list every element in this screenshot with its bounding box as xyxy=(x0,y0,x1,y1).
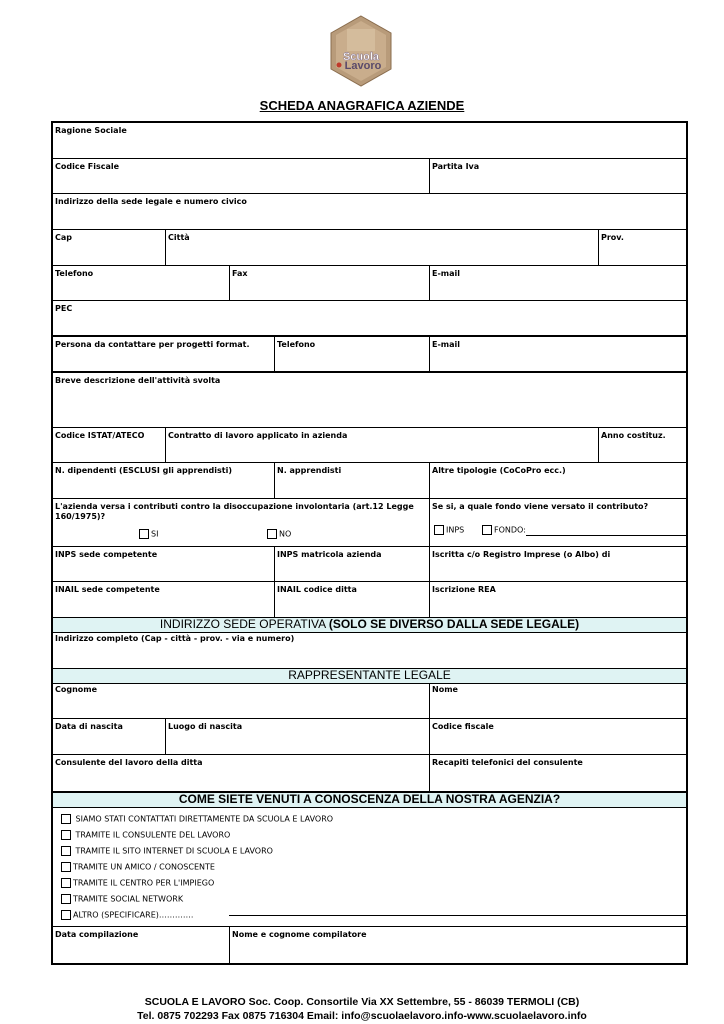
row-codice-fiscale xyxy=(53,159,686,194)
conoscenza-option-label: TRAMITE IL CONSULENTE DEL LAVORO xyxy=(75,830,231,840)
codice-istat-label: Codice ISTAT/ATECO xyxy=(55,431,145,440)
row-inail xyxy=(53,582,686,618)
n-apprendisti-label: N. apprendisti xyxy=(277,466,342,475)
data-nascita-field[interactable] xyxy=(53,719,165,754)
conoscenza-option-label: TRAMITE IL SITO INTERNET DI SCUOLA E LAVORO xyxy=(75,846,273,856)
n-dipendenti-label: N. dipendenti (ESCLUSI gli apprendisti) xyxy=(55,466,232,475)
inail-codice-label: INAIL codice ditta xyxy=(277,585,357,594)
n-dipendenti-field[interactable] xyxy=(53,463,274,498)
row-dipendenti xyxy=(53,463,686,499)
scuola-lavoro-logo xyxy=(325,15,397,87)
versa-contributi-field xyxy=(53,499,429,546)
option-no[interactable] xyxy=(267,529,291,540)
row-pec xyxy=(53,301,686,337)
sede-operativa-heading-text: INDIRIZZO SEDE OPERATIVA xyxy=(159,617,329,631)
citta-field[interactable] xyxy=(165,230,598,265)
si-checkbox[interactable] xyxy=(139,529,149,539)
breve-descrizione-label: Breve descrizione dell'attività svolta xyxy=(55,376,221,385)
conoscenza-option-label: SIAMO STATI CONTATTATI DIRETTAMENTE DA SCUOLA E LAVORO xyxy=(75,814,334,824)
no-checkbox[interactable] xyxy=(267,529,277,539)
ragione-sociale-label: Ragione Sociale xyxy=(55,126,127,135)
indirizzo-sede-field[interactable] xyxy=(53,194,686,229)
altro-specificare-line[interactable] xyxy=(229,915,686,916)
email-contatto-field[interactable] xyxy=(429,337,686,371)
recapiti-consulente-label: Recapiti telefonici del consulente xyxy=(432,758,583,767)
recapiti-consulente-field[interactable] xyxy=(429,755,686,791)
codice-fiscale-rappr-label: Codice fiscale xyxy=(432,722,494,731)
footer-address: SCUOLA E LAVORO Soc. Coop. Consortile Via XX Settembre, 55 - 86039 TERMOLI (CB) xyxy=(144,996,580,1008)
codice-istat-field[interactable] xyxy=(53,428,165,462)
row-compilazione xyxy=(53,927,686,963)
conoscenza-heading xyxy=(53,793,686,808)
fax-label: Fax xyxy=(232,269,248,278)
svg-text:Scuola: Scuola xyxy=(342,51,380,63)
page-title: SCHEDA ANAGRAFICA AZIENDE xyxy=(259,98,465,113)
altre-tipologie-field[interactable] xyxy=(429,463,686,498)
persona-contatto-label: Persona da contattare per progetti format. xyxy=(55,340,250,349)
inail-sede-label: INAIL sede competente xyxy=(55,585,160,594)
nome-compilatore-field[interactable] xyxy=(229,927,686,963)
si-label: SI xyxy=(151,529,159,539)
cap-field[interactable] xyxy=(53,230,165,265)
no-label: NO xyxy=(279,529,292,539)
contratto-field[interactable] xyxy=(165,428,598,462)
inps-sede-field[interactable] xyxy=(53,547,274,581)
codice-fiscale-field[interactable] xyxy=(53,159,429,193)
option-si[interactable] xyxy=(139,529,158,540)
conoscenza-option-7[interactable] xyxy=(61,910,193,921)
company-form xyxy=(51,121,688,965)
indirizzo-sede-label: Indirizzo della sede legale e numero civico xyxy=(55,197,247,206)
email-field[interactable] xyxy=(429,266,686,300)
conoscenza-option-label: TRAMITE IL CENTRO PER L'IMPIEGO xyxy=(73,878,215,888)
iscrizione-rea-label: Iscrizione REA xyxy=(432,585,496,594)
cognome-field[interactable] xyxy=(53,684,429,718)
inps-checkbox[interactable] xyxy=(434,525,444,535)
footer-contacts: Tel. 0875 702293 Fax 0875 716304 Email: info@scuolaelavoro.info-www.scuolaelavoro.info xyxy=(137,1010,587,1022)
rappresentante-heading xyxy=(53,669,686,684)
fondo-input-line[interactable] xyxy=(526,527,686,536)
fondo-label: FONDO: xyxy=(494,525,526,535)
fondo-checkbox[interactable] xyxy=(482,525,492,535)
inail-sede-field[interactable] xyxy=(53,582,274,617)
n-apprendisti-field[interactable] xyxy=(274,463,429,498)
prov-label: Prov. xyxy=(601,233,624,242)
row-consulente xyxy=(53,755,686,793)
inps-label: INPS xyxy=(446,525,465,535)
breve-descrizione-field[interactable] xyxy=(53,373,686,427)
data-nascita-label: Data di nascita xyxy=(55,722,123,731)
telefono-contatto-label: Telefono xyxy=(277,340,316,349)
partita-iva-field[interactable] xyxy=(429,159,686,193)
conoscenza-option-1[interactable] xyxy=(61,814,333,825)
conoscenza-checkbox-2[interactable] xyxy=(61,830,71,840)
inps-matricola-field[interactable] xyxy=(274,547,429,581)
svg-text:Lavoro: Lavoro xyxy=(344,60,382,72)
conoscenza-option-2[interactable] xyxy=(61,830,230,841)
versa-contributi-label: L'azienda versa i contributi contro la disoccupazione involontaria (art.12 Legge 160/1975)? xyxy=(55,502,414,521)
altre-tipologie-label: Altre tipologie (CoCoPro ecc.) xyxy=(432,466,566,475)
row-codice-istat xyxy=(53,428,686,463)
row-cognome-nome xyxy=(53,684,686,719)
row-cap-citta xyxy=(53,230,686,266)
ragione-sociale-field[interactable] xyxy=(53,123,686,158)
conoscenza-option-3[interactable] xyxy=(61,846,273,857)
option-inps[interactable] xyxy=(434,525,464,536)
conoscenza-option-6[interactable] xyxy=(61,894,183,905)
row-contributi xyxy=(53,499,686,547)
indirizzo-completo-field[interactable] xyxy=(53,633,686,668)
row-indirizzo-sede xyxy=(53,194,686,230)
consulente-label: Consulente del lavoro della ditta xyxy=(55,758,203,767)
telefono-contatto-field[interactable] xyxy=(274,337,429,371)
fondo-field xyxy=(429,499,686,546)
nome-compilatore-label: Nome e cognome compilatore xyxy=(232,930,367,939)
email-label: E-mail xyxy=(432,269,461,278)
fax-field[interactable] xyxy=(229,266,429,300)
contratto-label: Contratto di lavoro applicato in azienda xyxy=(168,431,348,440)
telefono-label: Telefono xyxy=(55,269,94,278)
sede-operativa-heading-bold: (SOLO SE DIVERSO DALLA SEDE LEGALE) xyxy=(328,617,580,631)
conoscenza-checkbox-1[interactable] xyxy=(61,814,71,824)
data-compilazione-label: Data compilazione xyxy=(55,930,139,939)
fondo-domanda-label: Se si, a quale fondo viene versato il contributo? xyxy=(432,502,649,511)
conoscenza-option-5[interactable] xyxy=(61,878,214,889)
indirizzo-completo-label: Indirizzo completo (Cap - città - prov. - via e numero) xyxy=(55,634,295,643)
conoscenza-checkbox-5[interactable] xyxy=(61,878,71,888)
consulente-field[interactable] xyxy=(53,755,429,791)
conoscenza-checkbox-7[interactable] xyxy=(61,910,71,920)
row-nascita xyxy=(53,719,686,755)
pec-label: PEC xyxy=(55,304,73,313)
row-indirizzo-completo xyxy=(53,633,686,669)
partita-iva-label: Partita Iva xyxy=(432,162,480,171)
persona-contatto-field[interactable] xyxy=(53,337,274,371)
iscrizione-rea-field[interactable] xyxy=(429,582,686,617)
conoscenza-checkbox-3[interactable] xyxy=(61,846,71,856)
row-telefono-fax xyxy=(53,266,686,301)
option-fondo[interactable] xyxy=(482,525,686,536)
row-ragione-sociale xyxy=(53,123,686,159)
anno-costituz-label: Anno costituz. xyxy=(601,431,666,440)
luogo-nascita-field[interactable] xyxy=(165,719,429,754)
row-breve-descrizione xyxy=(53,373,686,428)
sede-operativa-heading xyxy=(53,618,686,633)
nome-label: Nome xyxy=(432,685,458,694)
citta-label: Città xyxy=(168,233,190,242)
conoscenza-heading-text: COME SIETE VENUTI A CONOSCENZA DELLA NOSTRA AGENZIA? xyxy=(178,792,561,806)
email-contatto-label: E-mail xyxy=(432,340,461,349)
row-inps xyxy=(53,547,686,582)
conoscenza-option-4[interactable] xyxy=(61,862,215,873)
luogo-nascita-label: Luogo di nascita xyxy=(168,722,243,731)
inail-codice-field[interactable] xyxy=(274,582,429,617)
prov-field[interactable] xyxy=(598,230,686,265)
conoscenza-checkbox-4[interactable] xyxy=(61,862,71,872)
conoscenza-option-label: TRAMITE SOCIAL NETWORK xyxy=(73,894,184,904)
data-compilazione-field[interactable] xyxy=(53,927,229,963)
codice-fiscale-rappr-field[interactable] xyxy=(429,719,686,754)
codice-fiscale-label: Codice Fiscale xyxy=(55,162,120,171)
iscritta-registro-label: Iscritta c/o Registro Imprese (o Albo) di xyxy=(432,550,611,559)
nome-field[interactable] xyxy=(429,684,686,718)
iscritta-registro-field[interactable] xyxy=(429,547,686,581)
pec-field[interactable] xyxy=(53,301,686,335)
conoscenza-option-label: ALTRO (SPECIFICARE)…………. xyxy=(73,910,194,920)
inps-matricola-label: INPS matricola azienda xyxy=(277,550,382,559)
anno-costituz-field[interactable] xyxy=(598,428,686,462)
telefono-field[interactable] xyxy=(53,266,229,300)
row-persona-contatto xyxy=(53,337,686,373)
cognome-label: Cognome xyxy=(55,685,98,694)
inps-sede-label: INPS sede competente xyxy=(55,550,158,559)
cap-label: Cap xyxy=(55,233,72,242)
rappresentante-heading-text: RAPPRESENTANTE LEGALE xyxy=(288,668,451,682)
conoscenza-option-label: TRAMITE UN AMICO / CONOSCENTE xyxy=(73,862,215,872)
conoscenza-options xyxy=(53,808,686,927)
conoscenza-checkbox-6[interactable] xyxy=(61,894,71,904)
